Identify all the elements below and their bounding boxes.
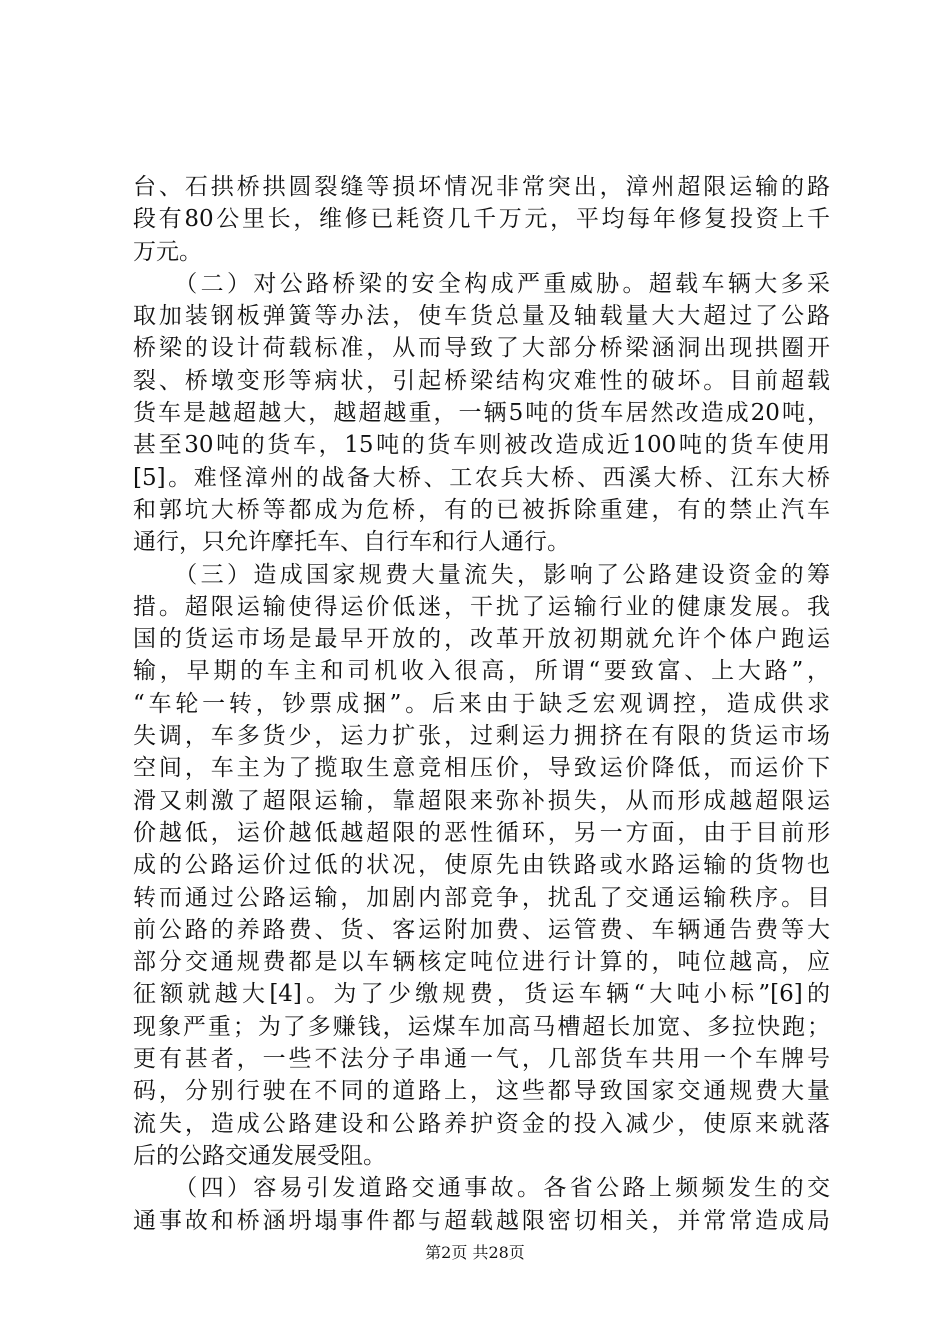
text-line: 征额就越大[4]。为了少缴规费，货运车辆“大吨小标”[6]的 xyxy=(133,981,830,1008)
text-line: 价越低，运价越低越超限的恶性循环，另一方面，由于目前形 xyxy=(133,819,830,846)
text-line: 货车是越超越大，越超越重，一辆5吨的货车居然改造成20吨， xyxy=(133,400,830,427)
text-line: （四）容易引发道路交通事故。各省公路上频频发生的交 xyxy=(133,1175,830,1202)
text-line: 措。超限运输使得运价低迷，干扰了运输行业的健康发展。我 xyxy=(133,593,830,620)
text-line: 台、石拱桥拱圆裂缝等损坏情况非常突出，漳州超限运输的路 xyxy=(133,174,830,200)
text-line: 成的公路运价过低的状况，使原先由铁路或水路运输的货物也 xyxy=(133,852,830,879)
page-footer xyxy=(0,1243,950,1263)
text-line: 更有甚者，一些不法分子串通一气，几部货车共用一个车牌号 xyxy=(133,1046,830,1073)
text-line: 后的公路交通发展受阻。 xyxy=(133,1142,386,1169)
text-line: 空间，车主为了揽取生意竞相压价，导致运价降低，而运价下 xyxy=(133,755,830,782)
text-line: （二）对公路桥梁的安全构成严重威胁。超载车辆大多采 xyxy=(133,270,830,297)
text-line: 取加装钢板弹簧等办法，使车货总量及轴载量大大超过了公路 xyxy=(133,303,830,330)
text-line: 前公路的养路费、货、客运附加费、运管费、车辆通告费等大 xyxy=(133,916,830,943)
text-line: 国的货运市场是最早开放的，改革开放初期就允许个体户跑运 xyxy=(133,626,830,653)
text-line: 甚至30吨的货车，15吨的货车则被改造成近100吨的货车使用 xyxy=(133,432,830,459)
text-line: 段有80公里长，维修已耗资几千万元，平均每年修复投资上千 xyxy=(133,206,830,233)
text-line: 万元。 xyxy=(133,238,202,265)
text-line: 现象严重；为了多赚钱，运煤车加高马槽超长加宽、多拉快跑； xyxy=(133,1013,830,1040)
text-line: 转而通过公路运输，加剧内部竞争，扰乱了交通运输秩序。目 xyxy=(133,884,830,911)
text-line: 失调，车多货少，运力扩张，过剩运力拥挤在有限的货运市场 xyxy=(133,723,830,750)
text-line: 和郭坑大桥等都成为危桥，有的已被拆除重建，有的禁止汽车 xyxy=(133,496,830,523)
text-line: 输，早期的车主和司机收入很高，所谓“要致富、上大路”， xyxy=(133,658,830,685)
text-line: 通行，只允许摩托车、自行车和行人通行。 xyxy=(133,529,570,556)
text-line: 部分交通规费都是以车辆核定吨位进行计算的，吨位越高，应 xyxy=(133,949,830,976)
text-line: 桥梁的设计荷载标准，从而导致了大部分桥梁涵洞出现拱圈开 xyxy=(133,335,830,362)
text-line: 裂、桥墩变形等病状，引起桥梁结构灾难性的破坏。目前超载 xyxy=(133,367,830,394)
text-line: 滑又刺激了超限运输，靠超限来弥补损失，从而形成越超限运 xyxy=(133,787,830,814)
document-body xyxy=(133,171,830,1237)
text-line: “车轮一转，钞票成捆”。后来由于缺乏宏观调控，造成供求 xyxy=(133,690,830,717)
text-line: 码，分别行驶在不同的道路上，这些都导致国家交通规费大量 xyxy=(133,1078,830,1105)
text-line: 通事故和桥涵坍塌事件都与超载越限密切相关，并常常造成局 xyxy=(133,1207,830,1234)
text-line: （三）造成国家规费大量流失，影响了公路建设资金的筹 xyxy=(133,561,830,588)
page-number-label: 第2页 共28页 xyxy=(425,1243,525,1262)
text-line: 流失，造成公路建设和公路养护资金的投入减少，使原来就落 xyxy=(133,1110,830,1137)
text-line: [5]。难怪漳州的战备大桥、工农兵大桥、西溪大桥、江东大桥 xyxy=(133,464,830,491)
